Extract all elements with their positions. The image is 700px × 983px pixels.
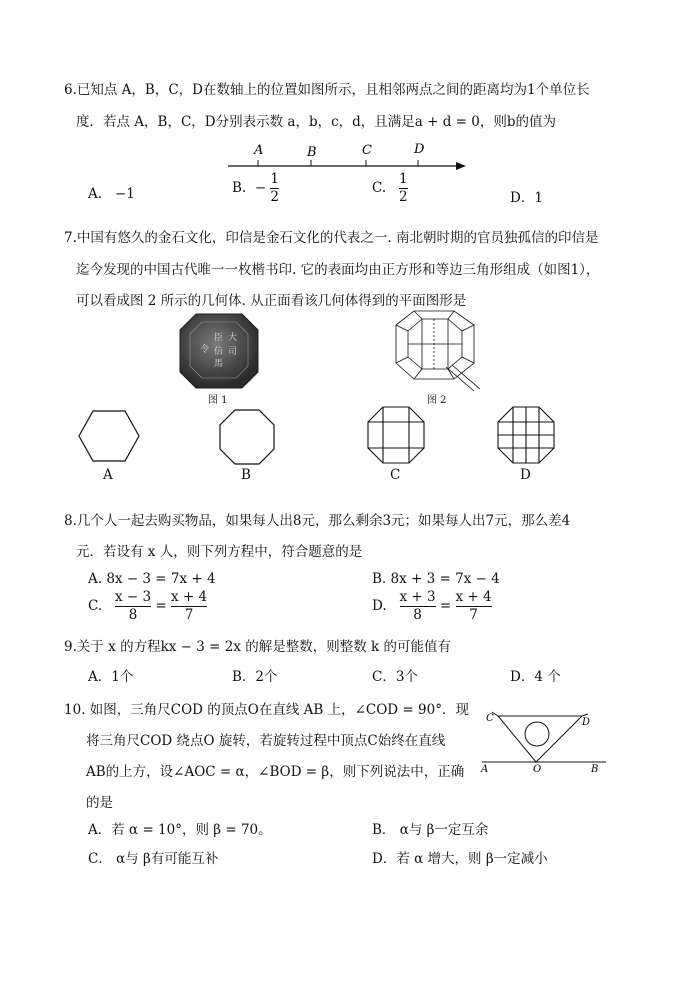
figure2-caption: 图 2 — [427, 395, 447, 406]
seal-char: 臣 — [214, 333, 224, 343]
q9-option-a: A．1个 — [88, 669, 134, 685]
choice-b-octagon — [218, 408, 276, 466]
seal-char: 馬 — [214, 359, 224, 369]
axis-label-d: D — [414, 142, 425, 157]
q10-stem-line3: AB的上方，设∠AOC = α，∠BOD = β，则下列说法中，正确 — [86, 764, 465, 780]
triangle-ruler-diagram — [478, 708, 610, 776]
fig-label-d: D — [582, 717, 591, 728]
axis-label-b: B — [307, 145, 317, 160]
q10-stem-line4: 的是 — [86, 795, 113, 811]
choice-c-octagon-grid — [366, 405, 426, 465]
fraction-half: $\frac{1}{2}$ — [270, 171, 280, 205]
q8-stem-line1: 8.几个人一起去购买物品，如果每人出8元，那么剩余3元；如果每人出7元，那么差4 — [64, 513, 571, 529]
q10-stem-line2: 将三角尺COD 绕点O 旋转，若旋转过程中顶点C始终在直线 — [86, 733, 446, 749]
q8-option-a: A. 8x − 3 = 7x + 4 — [88, 571, 216, 587]
q9-stem: 9.关于 x 的方程kx − 3 = 2x 的解是整数，则整数 k 的可能值有 — [64, 639, 452, 655]
number-line-arrow-icon — [456, 162, 466, 170]
fig-label-a: A — [481, 764, 489, 775]
q10-stem-line1: 10. 如图，三角尺COD 的顶点O在直线 AB 上，∠COD = 90°．现 — [64, 702, 469, 718]
figure1-seal-image — [176, 308, 262, 392]
choice-b-label: B — [241, 467, 251, 483]
fig-label-b: B — [591, 764, 599, 775]
choice-c-label: C — [390, 467, 401, 483]
q10-option-a: A．若 α = 10°，则 β = 70。 — [88, 822, 272, 838]
q6-option-c: C. $\frac{1}{2}$ — [372, 171, 408, 205]
axis-label-c: C — [362, 143, 372, 158]
q9-option-b: B．2个 — [232, 669, 278, 685]
seal-char: 大 — [228, 333, 238, 343]
seal-char: 信 — [214, 347, 224, 357]
fig-label-c: C — [486, 713, 494, 724]
q7-stem-line2: 迄今发现的中国古代唯一一枚楷书印. 它的表面均由正方形和等边三角形组成（如图1）， — [76, 262, 600, 278]
q8-stem-line2: 元．若设有 x 人，则下列方程中，符合题意的是 — [76, 544, 363, 560]
q10-option-d: D．若 α 增大，则 β一定减小 — [372, 851, 548, 867]
q6-option-d: D．1 — [510, 190, 543, 206]
q8-option-b: B. 8x + 3 = 7x − 4 — [372, 571, 500, 587]
q9-option-c: C．3个 — [372, 669, 418, 685]
choice-d-octagon-grid — [496, 405, 556, 465]
q9-option-d: D．4 个 — [510, 669, 561, 685]
q8-option-c: C. $\frac{x - 3}{8}$ = $\frac{x + 4}{7}$ — [88, 589, 208, 623]
q6-option-a: A. −1 — [88, 186, 135, 202]
fig-label-o: O — [533, 764, 542, 775]
q10-option-c: C． α与 β有可能互补 — [88, 851, 219, 867]
q6-stem-line2: 度．若点 A，B，C，D分别表示数 a，b，c，d，且满足a + d = 0，则b的值为 — [76, 114, 557, 130]
figure1-caption: 图 1 — [208, 395, 228, 406]
choice-a-hexagon — [78, 408, 140, 464]
choice-d-label: D — [520, 467, 531, 483]
q7-stem-line3: 可以看成图 2 所示的几何体. 从正面看该几何体得到的平面图形是 — [76, 293, 467, 309]
choice-a-label: A — [103, 467, 113, 483]
axis-label-a: A — [254, 143, 264, 158]
q6-stem-line1: 6.已知点 A，B，C，D在数轴上的位置如图所示，且相邻两点之间的距离均为1个单位长 — [64, 82, 590, 98]
seal-char: 令 — [200, 345, 210, 355]
q8-option-d: D. $\frac{x + 3}{8}$ = $\frac{x + 4}{7}$ — [372, 589, 492, 623]
seal-char: 司 — [228, 347, 238, 357]
q10-option-b: B． α与 β一定互余 — [372, 822, 489, 838]
q6-option-b: B. − $\frac{1}{2}$ — [232, 171, 280, 205]
fraction-half: $\frac{1}{2}$ — [399, 171, 408, 205]
q7-stem-line1: 7.中国有悠久的金石文化，印信是金石文化的代表之一. 南北朝时期的官员独孤信的印信是 — [64, 230, 599, 246]
figure2-solid-diagram — [386, 305, 486, 395]
